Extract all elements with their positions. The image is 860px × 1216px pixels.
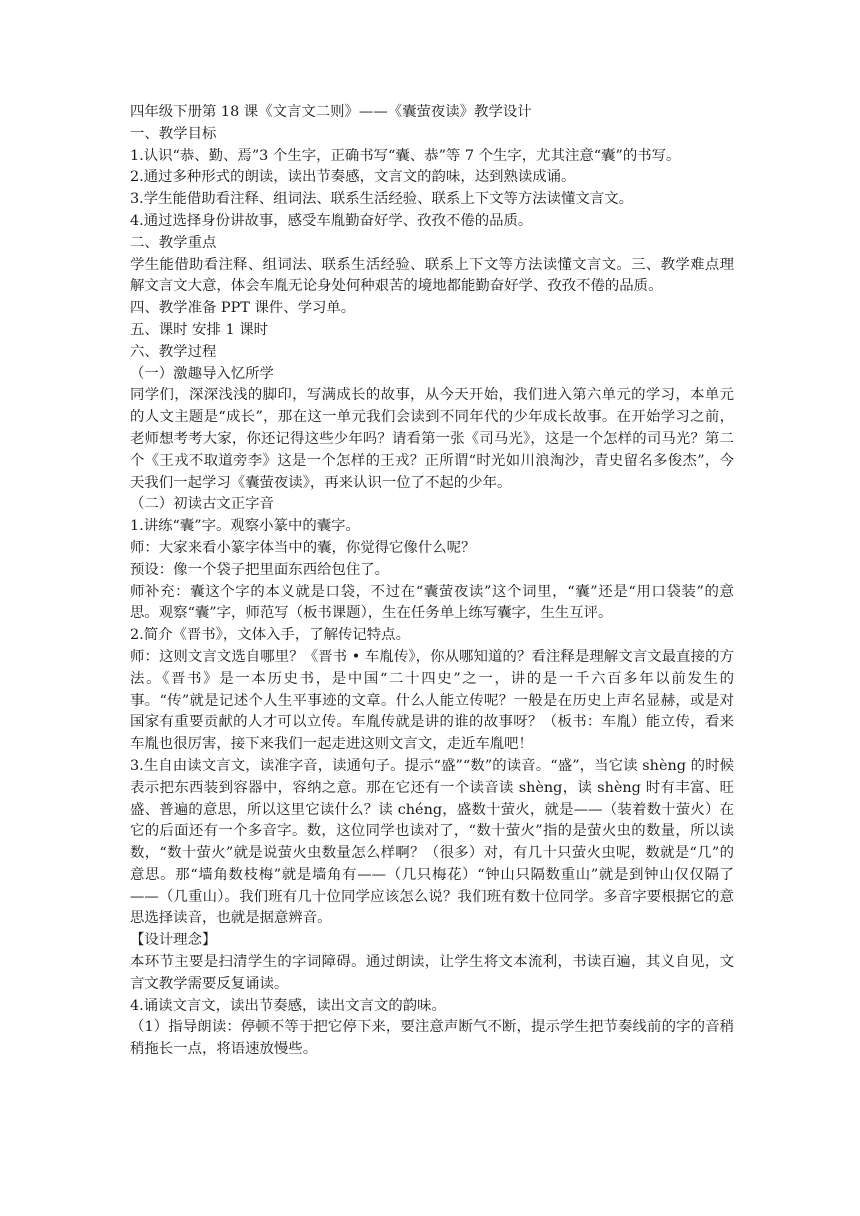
step-3-text: 3.生自由读文言文，读准字音，读通句子。提示“盛”“数”的读音。“盛”，当它读 shèng 的时候表示把东西装到容器中，容纳之意。那在它还有一个读音读 shèng，读 shèng 时有丰富、旺盛、普遍的意思，所以这里它读什么？读 chéng，盛数十萤火，就是——（装着数十萤火）在它的后面还有一个多音字。数，这位同学也读对了，“数十萤火”指的是萤火虫的数量，所以读数，“数十萤火”就是说萤火虫数量怎么样啊？（很多）对，有几十只萤火虫呢，数就是“几”的意思。那“墙角数枝梅”就是墙角有——（几只梅花）“钟山只隔数重山”就是到钟山仅仅隔了——（几重山）。我们班有几十位同学应该怎么说？我们班有数十位同学。多音字要根据它的意思选择读音，也就是据意辨音。 [130,757,734,927]
expected-answer: 预设：像一个袋子把里面东西给包住了。 [130,561,390,578]
objective-3: 3.学生能借助看注释、组词法、联系生活经验、联系上下文等方法读懂文言文。 [130,191,634,208]
step-2-heading: 2.简介《晋书》，文体入手，了解传记特点。 [130,627,410,644]
design-concept-text: 本环节主要是扫清学生的字词障碍。通过朗读，让学生将文本流利，书读百遍，其义自见，文言文教学需要反复诵读。 [130,954,734,992]
design-concept-heading: 【设计理念】 [130,932,217,949]
step-1-heading: 1.讲练“囊”字。观察小篆中的囊字。 [130,518,360,535]
teaching-preparation: 四、教学准备 PPT 课件、学习单。 [130,300,356,317]
objective-2: 2.通过多种形式的朗读，读出节奏感，文言文的韵味，达到熟读成诵。 [130,169,576,186]
key-points-text: 学生能借助看注释、组词法、联系生活经验、联系上下文等方法读懂文言文。三、教学难点理解文言文大意，体会车胤无论身处何种艰苦的境地都能勤奋好学、孜孜不倦的品质。 [130,256,734,295]
heading-objectives: 一、教学目标 [130,125,217,142]
document-body [130,102,734,1061]
heading-process: 六、教学过程 [130,343,217,360]
heading-key-points: 二、教学重点 [130,234,217,251]
step-2-text: 师：这则文言文选自哪里？《晋书 • 车胤传》，你从哪知道的？看注释是理解文言文最直接的方法。《晋书》是一本历史书，是中国“二十四史”之一，讲的是一千六百多年以前发生的事。“传”就是记述个人生平事迹的文章。什么人能立传呢？一般是在历史上声名显赫，或是对国家有重要贡献的人才可以立传。车胤传就是讲的谁的故事呀？（板书：车胤）能立传，看来车胤也很厉害，接下来我们一起走进这则文言文，走近车胤吧！ [130,648,734,753]
lesson-schedule: 五、课时 安排 1 课时 [130,321,269,338]
document-title: 四年级下册第 18 课《文言文二则》——《囊萤夜读》教学设计 [130,104,532,120]
objective-1: 1.认识“恭、勤、焉”3 个生字，正确书写“囊、恭”等 7 个生字，尤其注意“囊”的书写。 [130,147,681,164]
reading-guidance: （1）指导朗读：停顿不等于把它停下来，要注意声断气不断，提示学生把节奏线前的字的音稍稍拖长一点，将语速放慢些。 [130,1019,734,1058]
objective-4: 4.通过选择身份讲故事，感受车胤勤奋好学、孜孜不倦的品质。 [130,212,533,229]
step-4-heading: 4.诵读文言文，读出节奏感，读出文言文的韵味。 [130,997,446,1014]
section-1-heading: （一）激趣导入忆所学 [130,365,274,382]
section-1-text: 同学们，深深浅浅的脚印，写满成长的故事，从今天开始，我们进入第六单元的学习，本单元的人文主题是“成长”，那在这一单元我们会读到不同年代的少年成长故事。在开始学习之前，老师想考考大家，你还记得这些少年吗？请看第一张《司马光》，这是一个怎样的司马光？第二个《王戎不取道旁李》这是一个怎样的王戎？正所谓“时光如川浪淘沙，青史留名多俊杰”，今天我们一起学习《囊萤夜读》，再来认识一位了不起的少年。 [130,387,734,491]
teacher-question: 师：大家来看小篆字体当中的囊，你觉得它像什么呢？ [130,539,476,556]
section-2-heading: （二）初读古文正字音 [130,496,274,513]
teacher-supplement: 师补充：囊这个字的本义就是口袋，不过在“囊萤夜读”这个词里，“囊”还是“用口袋装”的意思。观察“囊”字，师范写（板书课题），生在任务单上练写囊字，生生互评。 [130,583,734,622]
